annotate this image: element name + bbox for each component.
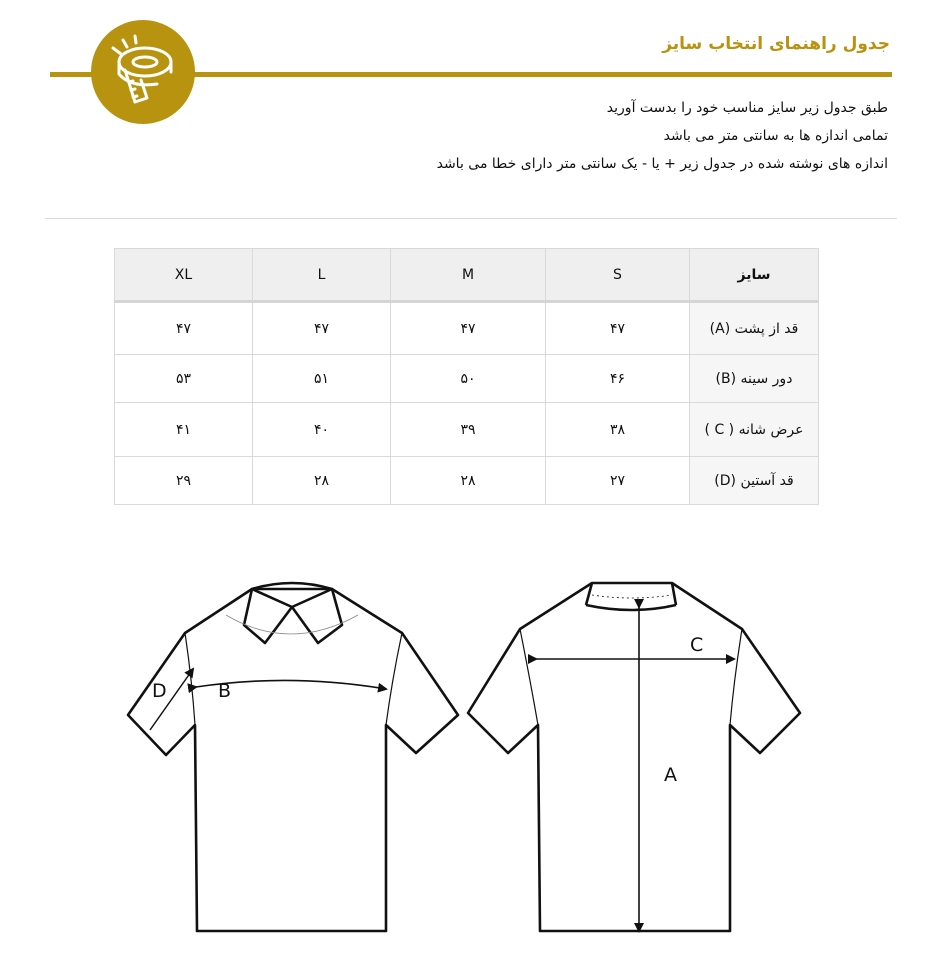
table-header-row xyxy=(115,249,819,302)
table-cell: ۴۷ xyxy=(253,302,391,355)
table-cell: ۴۷ xyxy=(391,302,546,355)
header-size: سایز xyxy=(690,249,819,302)
table-cell: ۴۱ xyxy=(115,403,253,457)
table-cell: ۴۷ xyxy=(546,302,690,355)
instruction-line: اندازه های نوشته شده در جدول زیر + یا - یک سانتی متر دارای خطا می باشد xyxy=(436,156,888,172)
table-cell: ۲۸ xyxy=(253,457,391,505)
section-divider xyxy=(45,218,897,219)
table-cell: ۳۹ xyxy=(391,403,546,457)
header-xl: XL xyxy=(115,249,253,302)
table-cell: ۴۷ xyxy=(115,302,253,355)
row-label: عرض شانه ( C ) xyxy=(690,403,819,457)
label-a: A xyxy=(664,764,677,786)
label-b: B xyxy=(218,680,232,702)
size-table xyxy=(114,248,819,505)
back-shirt-outline xyxy=(468,583,800,931)
table-row xyxy=(115,355,819,403)
table-cell: ۲۷ xyxy=(546,457,690,505)
header-s: S xyxy=(546,249,690,302)
page-title: جدول راهنمای انتخاب سایز xyxy=(662,34,890,54)
table-cell: ۴۶ xyxy=(546,355,690,403)
shirt-measurement-diagram xyxy=(120,575,820,945)
table-cell: ۵۰ xyxy=(391,355,546,403)
table-cell: ۲۹ xyxy=(115,457,253,505)
header-m: M xyxy=(391,249,546,302)
label-c: C xyxy=(690,634,704,656)
table-cell: ۲۸ xyxy=(391,457,546,505)
table-cell: ۴۰ xyxy=(253,403,391,457)
instruction-line: طبق جدول زیر سایز مناسب خود را بدست آورید xyxy=(606,100,888,116)
table-cell: ۳۸ xyxy=(546,403,690,457)
table-cell: ۵۳ xyxy=(115,355,253,403)
row-label: قد از پشت (A) xyxy=(690,302,819,355)
instructions xyxy=(437,94,888,178)
table-row xyxy=(115,457,819,505)
row-label: قد آستین (D) xyxy=(690,457,819,505)
header-l: L xyxy=(253,249,391,302)
front-shirt-outline xyxy=(128,583,458,931)
instruction-line: تمامی اندازه ها به سانتی متر می باشد xyxy=(663,128,888,144)
table-row xyxy=(115,403,819,457)
table-row xyxy=(115,302,819,355)
label-d: D xyxy=(152,680,167,702)
row-label: دور سینه (B) xyxy=(690,355,819,403)
table-cell: ۵۱ xyxy=(253,355,391,403)
size-guide-badge xyxy=(91,20,195,124)
tape-measure-icon xyxy=(91,20,195,124)
